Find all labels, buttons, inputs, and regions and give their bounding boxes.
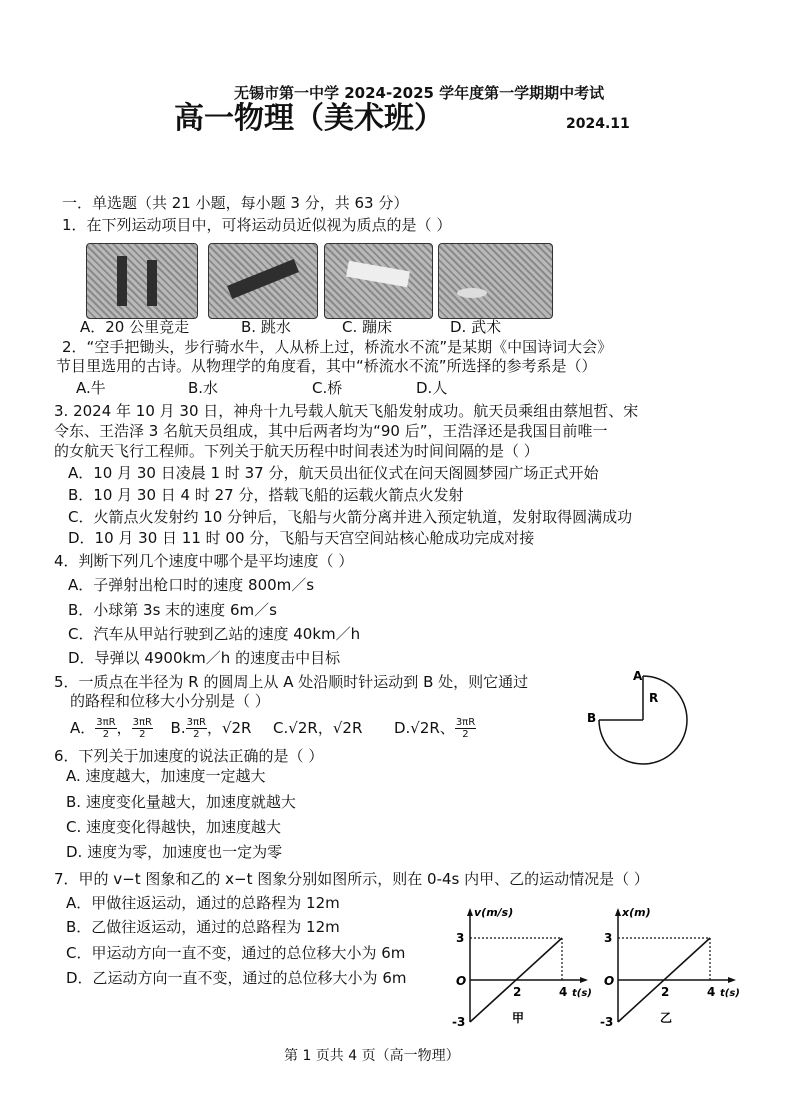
question-7-stem: 7．甲的 v−t 图象和乙的 x−t 图象分别如图所示，则在 0-4s 内甲、乙的运动情况是（ ） bbox=[54, 870, 649, 888]
x-axis-arrow bbox=[728, 977, 736, 983]
x-axis-label: t(s) bbox=[572, 988, 592, 999]
y-axis-arrow bbox=[615, 908, 621, 916]
x-axis-arrow bbox=[580, 977, 588, 983]
q7-option-c: C．甲运动方向一直不变，通过的总位移大小为 6m bbox=[66, 944, 406, 962]
trampoline-photo bbox=[324, 243, 433, 319]
point-b-label: B bbox=[587, 711, 597, 725]
question-1-stem: 1．在下列运动项目中，可将运动员近似视为质点的是（ ） bbox=[62, 216, 452, 234]
graph-yi bbox=[596, 900, 746, 1026]
q2-option-d: D.人 bbox=[416, 379, 448, 397]
x-tick-label: 4 bbox=[559, 985, 568, 999]
q3-option-d: D．10 月 30 日 11 时 00 分，飞船与天宫空间站核心舱成功完成对接 bbox=[68, 529, 535, 547]
question-2-line2: 节目里选用的古诗。从物理学的角度看，其中“桥流水不流”所选择的参考系是（） bbox=[56, 357, 597, 375]
graph-jia bbox=[448, 900, 598, 1026]
school-line: 无锡市第一中学 2024-2025 学年度第一学期期中考试 bbox=[234, 84, 605, 102]
race-walking-photo bbox=[86, 243, 198, 319]
q1-option-a: A．20 公里竞走 bbox=[80, 318, 190, 336]
question-5-line2: 的路程和位移大小分别是（ ） bbox=[70, 692, 270, 710]
q1-option-d: D. 武术 bbox=[450, 318, 502, 336]
x-axis-label: t(s) bbox=[720, 988, 740, 999]
question-2-line1: 2．“空手把锄头，步行骑水牛，人从桥上过，桥流水不流”是某期《中国诗词大会》 bbox=[62, 338, 613, 356]
q7-option-a: A．甲做往返运动，通过的总路程为 12m bbox=[66, 894, 340, 912]
q4-option-a: A．子弹射出枪口时的速度 800m／s bbox=[68, 576, 315, 594]
q1-option-b: B. 跳水 bbox=[241, 318, 291, 336]
question-3-line2: 令东、王浩泽 3 名航天员组成，其中后两者均为“90 后”，王浩泽还是我国目前唯一 bbox=[54, 422, 608, 440]
page-title: 高一物理（美术班） bbox=[174, 101, 444, 136]
x-tick-label: 4 bbox=[707, 985, 716, 999]
q4-option-b: B．小球第 3s 末的速度 6m／s bbox=[68, 601, 277, 619]
q2-option-a: A.牛 bbox=[76, 379, 106, 397]
diving-photo bbox=[208, 243, 318, 319]
q2-option-b: B.水 bbox=[188, 379, 219, 397]
origin-label: O bbox=[604, 974, 615, 988]
origin-label: O bbox=[456, 974, 467, 988]
point-a-label: A bbox=[633, 669, 643, 683]
question-3-line1: 3. 2024 年 10 月 30 日，神舟十九号载人航天飞船发射成功。航天员乘组由蔡旭哲、宋 bbox=[54, 402, 639, 420]
q4-option-c: C．汽车从甲站行驶到乙站的速度 40km／h bbox=[68, 625, 361, 643]
y-tick-label: 3 bbox=[456, 931, 465, 945]
q6-option-d: D. 速度为零，加速度也一定为零 bbox=[66, 843, 283, 861]
q5-option-c: C.√2R，√2R bbox=[273, 719, 363, 737]
question-4-stem: 4．判断下列几个速度中哪个是平均速度（ ） bbox=[54, 552, 354, 570]
section-heading: 一．单选题（共 21 小题，每小题 3 分，共 63 分） bbox=[62, 194, 409, 212]
radius-label: R bbox=[649, 691, 659, 705]
q2-option-c: C.桥 bbox=[312, 379, 343, 397]
q5-option-a: A． $\frac{3\pi R}{2}$ ， $\frac{3\pi R}{2}$ bbox=[70, 717, 152, 740]
y-tick-label: -3 bbox=[600, 1015, 614, 1026]
q6-option-a: A. 速度越大，加速度一定越大 bbox=[66, 767, 266, 785]
y-axis-arrow bbox=[467, 908, 473, 916]
y-tick-label: -3 bbox=[452, 1015, 466, 1026]
fraction-3pir-over-2: $\frac{3\pi R}{2}$ bbox=[186, 717, 206, 740]
q6-option-b: B. 速度变化量越大，加速度就越大 bbox=[66, 793, 296, 811]
fraction-3pir-over-2: $\frac{3\pi R}{2}$ bbox=[132, 717, 152, 740]
q1-option-c: C. 蹦床 bbox=[342, 318, 393, 336]
x-tick-label: 2 bbox=[513, 985, 522, 999]
y-axis-label: v(m/s) bbox=[474, 906, 514, 919]
question-3-line3: 的女航天飞行工程师。下列关于航天历程中时间表述为时间间隔的是（ ） bbox=[54, 442, 539, 460]
q5-option-b: B. $\frac{3\pi R}{2}$ ，√2R bbox=[170, 717, 252, 740]
q7-option-d: D．乙运动方向一直不变，通过的总位移大小为 6m bbox=[66, 969, 407, 987]
q5-option-d: D.√2R、 $\frac{3\pi R}{2}$ bbox=[393, 717, 476, 740]
q6-option-c: C. 速度变化得越快，加速度越大 bbox=[66, 818, 282, 836]
page-footer: 第 1 页共 4 页（高一物理） bbox=[284, 1048, 460, 1064]
q3-option-a: A．10 月 30 日凌晨 1 时 37 分，航天员出征仪式在问天阁圆梦园广场正式开始 bbox=[68, 464, 599, 482]
x-tick-label: 2 bbox=[661, 985, 670, 999]
y-tick-label: 3 bbox=[604, 931, 613, 945]
fraction-3pir-over-2: $\frac{3\pi R}{2}$ bbox=[96, 717, 116, 740]
q3-option-b: B．10 月 30 日 4 时 27 分，搭载飞船的运载火箭点火发射 bbox=[68, 486, 464, 504]
graph-title: 甲 bbox=[512, 1011, 525, 1025]
q7-option-b: B．乙做往返运动，通过的总路程为 12m bbox=[66, 918, 340, 936]
fraction-3pir-over-2: $\frac{3\pi R}{2}$ bbox=[455, 717, 476, 740]
question-5-line1: 5．一质点在半径为 R 的圆周上从 A 处沿顺时针运动到 B 处，则它通过 bbox=[54, 673, 529, 691]
graph-title: 乙 bbox=[660, 1011, 673, 1025]
y-axis-label: x(m) bbox=[622, 906, 651, 919]
q3-option-c: C．火箭点火发射约 10 分钟后，飞船与火箭分离并进入预定轨道，发射取得圆满成功 bbox=[68, 508, 633, 526]
q4-option-d: D．导弹以 4900km／h 的速度击中目标 bbox=[68, 649, 341, 667]
martial-arts-photo bbox=[438, 243, 553, 319]
q5-options bbox=[70, 714, 476, 742]
exam-date: 2024.11 bbox=[566, 116, 630, 132]
question-6-stem: 6．下列关于加速度的说法正确的是（ ） bbox=[54, 747, 324, 765]
circle-diagram bbox=[585, 662, 705, 774]
